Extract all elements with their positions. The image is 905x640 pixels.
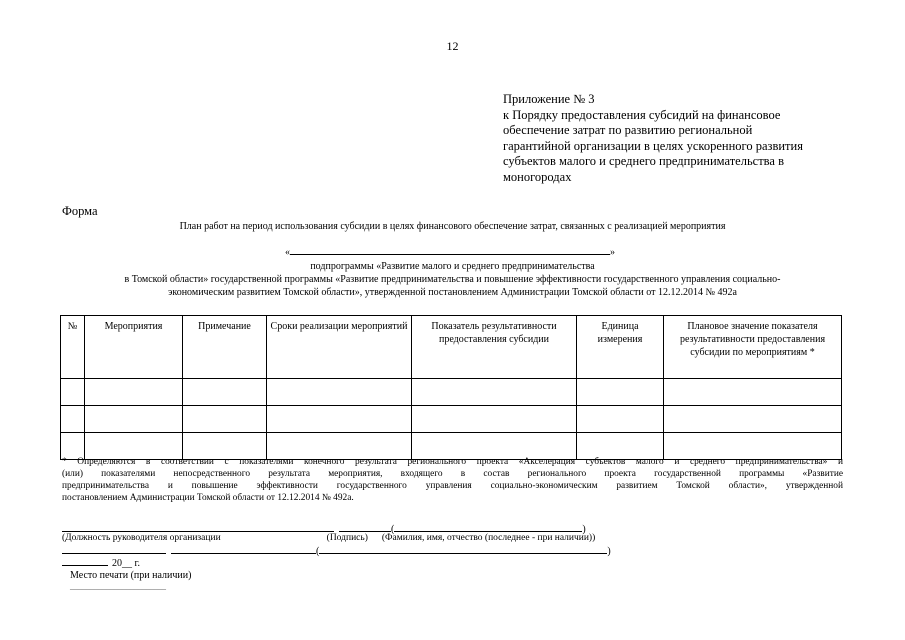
table-row (61, 379, 842, 406)
plan-table (60, 315, 842, 460)
name-blank (394, 522, 582, 532)
table-header-row (61, 316, 842, 379)
table-cell (61, 406, 85, 433)
table-cell (577, 406, 664, 433)
name-close-paren-2: ) (607, 546, 611, 557)
table-cell (183, 406, 267, 433)
header-planned-value: Плановое значение показателя результативности предоставления субсидии по мероприятиям * (664, 316, 842, 379)
table-cell (412, 379, 577, 406)
footnote-line: постановлением Администрации Томской области от 12.12.2014 № 492а. (62, 493, 354, 503)
signature-labels (62, 533, 595, 543)
table-cell (267, 379, 412, 406)
header-note: Примечание (183, 316, 267, 379)
subprogram-line: экономическим развитием Томской области», утвержденной постановлением Администрации Томской области от 12.12.2014 № 492а (168, 287, 737, 298)
name-open-paren-2: ( (316, 546, 320, 557)
table-cell (85, 406, 183, 433)
blank-close-quote: » (610, 247, 615, 258)
subprogram-line: в Томской области» государственной программы «Развитие предпринимательства и повышение эффективности государственного управления социально- (124, 274, 781, 285)
appendix-line: гарантийной организации в целях ускоренного развития (503, 138, 803, 153)
signature-line-2 (62, 544, 611, 557)
footnote-line: (или) показателями непосредственного результата мероприятия, входящего в состав регионального проекта государственной программы «Развитие (62, 469, 843, 479)
plan-title: План работ на период использования субсидии в целях финансового обеспечение затрат, связанных с реализацией мероприятия (179, 221, 726, 232)
footnote-line: предпринимательства и повышение эффективности государственного управления социально-экономическим развитием Томской области», утвержденной (62, 481, 843, 491)
activity-name-blank (285, 245, 615, 258)
table-cell (267, 406, 412, 433)
name-close-paren: ) (582, 524, 586, 535)
table-cell (85, 379, 183, 406)
position-label: (Должность руководителя организации (62, 533, 221, 543)
table-cell (664, 379, 842, 406)
blank-open-quote: « (285, 247, 290, 258)
position-blank (62, 522, 334, 532)
name-label: (Фамилия, имя, отчество (последнее - при наличии)) (381, 533, 596, 543)
signature-label: (Подпись) (326, 533, 368, 543)
page-number: 12 (446, 39, 459, 53)
appendix-block (503, 92, 853, 185)
subprogram-line: подпрограммы «Развитие малого и среднего предпринимательства (310, 261, 595, 272)
name-blank-2 (319, 544, 607, 554)
appendix-line: к Порядку предоставления субсидий на финансовое (503, 107, 781, 122)
stamp-label: Место печати (при наличии) (70, 570, 192, 581)
date-line (62, 556, 140, 569)
footnote (62, 456, 843, 504)
footnote-line: * Определяются в соответствии с показателями конечного результата регионального проекта «Акселерация субъектов малого и среднего предпринимательства» и (62, 457, 843, 467)
name-open-paren: ( (391, 524, 395, 535)
table-cell (183, 379, 267, 406)
appendix-line: моногородах (503, 169, 572, 184)
header-indicator: Показатель результативности предоставления субсидии (412, 316, 577, 379)
table-cell (664, 406, 842, 433)
extra-blank (171, 544, 316, 554)
day-month-blank (62, 556, 108, 566)
appendix-title: Приложение № 3 (503, 92, 595, 106)
signature-blank (339, 522, 391, 532)
table-cell (412, 406, 577, 433)
blank-line (290, 245, 610, 255)
header-activities: Мероприятия (85, 316, 183, 379)
appendix-line: обеспечение затрат по развитию региональной (503, 123, 753, 137)
table-cell (61, 379, 85, 406)
header-unit: Единица измерения (577, 316, 664, 379)
form-label: Форма (62, 204, 98, 218)
appendix-line: субъектов малого и среднего предпринимательства в (503, 154, 784, 168)
stamp-dots: ________________________ (70, 582, 166, 591)
table-cell (577, 379, 664, 406)
header-terms: Сроки реализации мероприятий (267, 316, 412, 379)
date-blank (62, 544, 166, 554)
table-row (61, 406, 842, 433)
year-text: 20__ г. (112, 558, 140, 569)
header-number: № (61, 316, 85, 379)
